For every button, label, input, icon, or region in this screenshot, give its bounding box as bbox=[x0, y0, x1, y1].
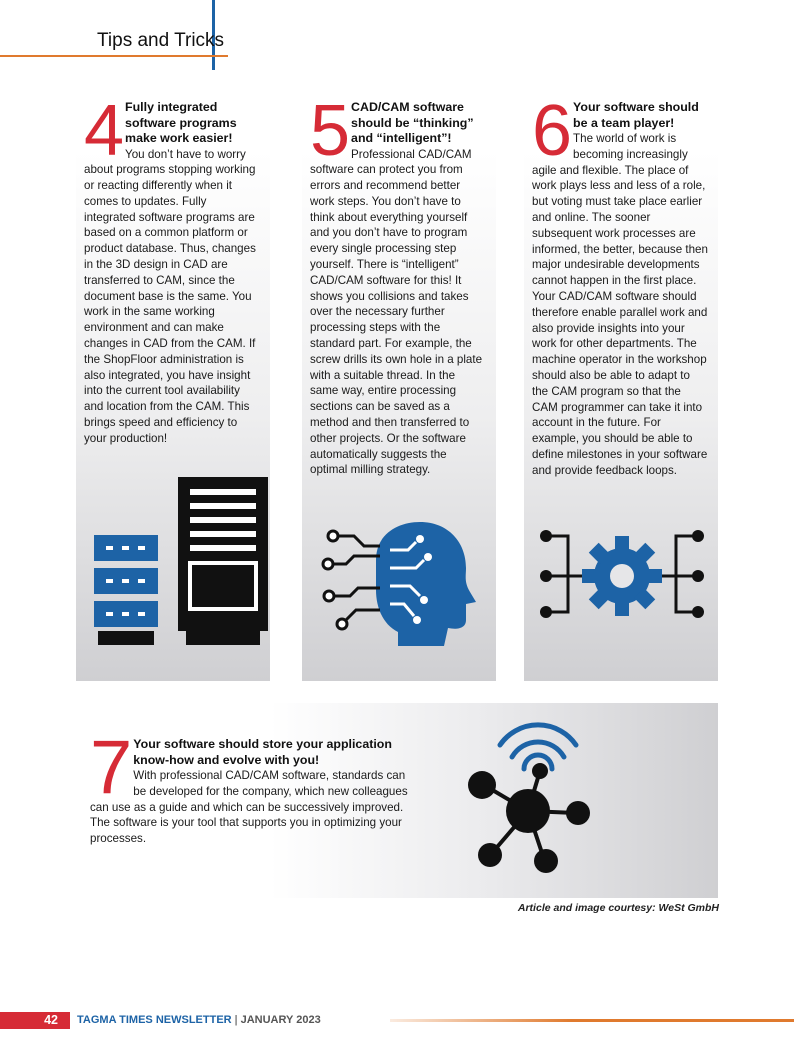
tip-number: 4 bbox=[84, 92, 123, 171]
tip-text bbox=[84, 92, 260, 447]
tip-number: 6 bbox=[532, 92, 571, 171]
tip-card-6 bbox=[524, 92, 718, 681]
tip-body: Professional CAD/CAM software can protect you from errors and recommend better work steps. You don’t have to think about everything yourself and you don’t have to program every single processing step yourself. There is “intelligent” CAD/CAM software for this! It shows you collisions and takes over the necessary further processing steps with the standard part. For example, the screw drills its own hole in a plate with a suitable thread. In the same way, entire processing sections can be saved as a method and then transferred to other projects. Or the software automatically suggests the optimal milling strategy. bbox=[310, 147, 483, 477]
image-credit: Article and image courtesy: WeSt GmbH bbox=[517, 902, 719, 914]
page-number: 42 bbox=[0, 1012, 70, 1029]
tip-body: With professional CAD/CAM software, standards can be developed for the company, which new colleagues can use as a guide and which can be successively improved. The software is your tool that supports you in optimizing your processes. bbox=[90, 769, 408, 846]
network-wifi-icon bbox=[464, 715, 594, 875]
footer-rule bbox=[390, 1019, 794, 1022]
section-title: Tips and Tricks bbox=[97, 30, 225, 51]
tip-heading: Your software should store your application know-how and evolve with you! bbox=[133, 737, 392, 767]
tip-card-5 bbox=[302, 92, 496, 681]
tip-body: You don’t have to worry about programs stopping working or reacting differently when it comes to updates. Fully integrated software programs are based on a common platform or product database. Thus, changes in the 3D design in CAD are transferred to CAM, since the document base is the same. You work in the same working environment and can make changes in CAD from the CAM. If the ShopFloor administration is also integrated, you have insight into the current tool availability and location from the CAM. This brings speed and efficiency to your production! bbox=[84, 147, 256, 445]
ai-head-circuit-icon bbox=[320, 520, 480, 650]
tip-text bbox=[532, 92, 708, 479]
tip-number: 5 bbox=[310, 92, 349, 171]
tip-text bbox=[90, 725, 410, 847]
tip-card-7 bbox=[78, 703, 718, 898]
tip-body: The world of work is becoming increasingly agile and flexible. The place of work plays less and less of a role, but voting must take place earlier and online. The sooner subsequent work processes are informed, the better, because then major undesirable developments cannot happen in the first place. Your CAD/CAM software should therefore enable parallel work and also provide insights into your work for other departments. The machine operator in the workshop should also be able to adapt to the CAM program so that the CAM programmer can take it into account in the future. For example, you should be able to define milestones in your software and provide feedback loops. bbox=[532, 132, 708, 477]
issue-date: JANUARY 2023 bbox=[240, 1014, 321, 1026]
footer-publication bbox=[77, 1013, 321, 1028]
tip-heading: Your software should be a team player! bbox=[573, 100, 699, 130]
gear-workflow-icon bbox=[536, 524, 708, 624]
publication-name: TAGMA TIMES NEWSLETTER bbox=[77, 1014, 232, 1026]
server-database-icon bbox=[92, 477, 270, 647]
tip-heading: Fully integrated software programs make work easier! bbox=[125, 100, 237, 145]
tip-text bbox=[310, 92, 486, 478]
tip-number: 7 bbox=[90, 725, 131, 810]
tip-card-4 bbox=[76, 92, 270, 681]
header-rule bbox=[0, 55, 228, 57]
footer-separator: | bbox=[234, 1014, 238, 1026]
tip-heading: CAD/CAM software should be “thinking” and “intelligent”! bbox=[351, 100, 474, 145]
